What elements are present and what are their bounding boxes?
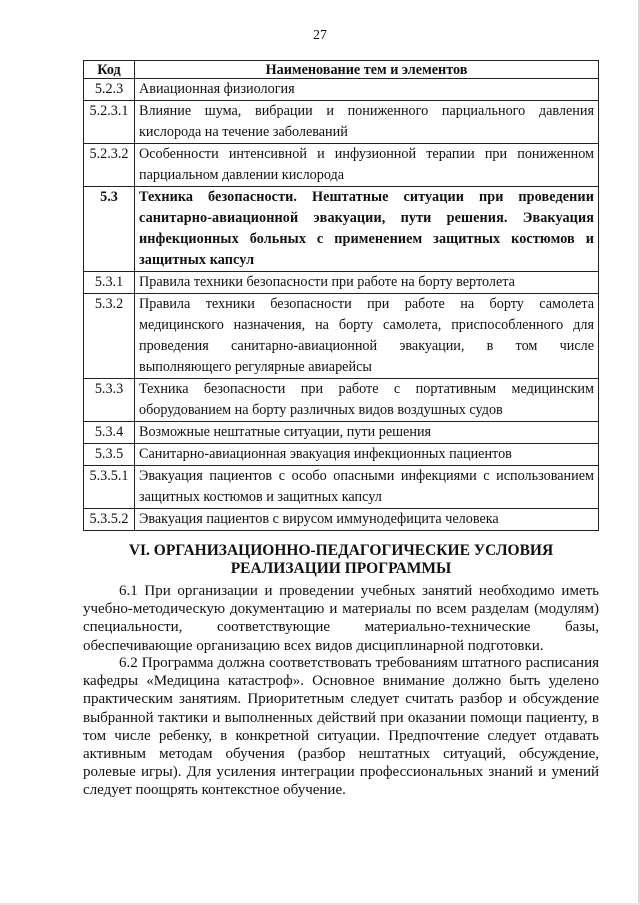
row-name: Эвакуация пациентов с особо опасными инфекциями с использованием защитных костюмов и защитных капсул (135, 466, 599, 509)
row-name: Техника безопасности при работе с портативным медицинским оборудованием на борту различных видов воздушных судов (135, 379, 599, 422)
row-code: 5.3.4 (84, 422, 135, 444)
row-name: Влияние шума, вибрации и пониженного парциального давления кислорода на течение заболеваний (135, 101, 599, 144)
row-name: Правила техники безопасности при работе на борту вертолета (135, 272, 599, 294)
row-code: 5.2.3.1 (84, 101, 135, 144)
section-title-line-2: РЕАЛИЗАЦИИ ПРОГРАММЫ (230, 560, 452, 577)
table-row (84, 422, 599, 444)
row-code: 5.3 (84, 187, 135, 272)
row-name: Авиационная физиология (135, 79, 599, 101)
table-row (84, 144, 599, 187)
row-code: 5.3.1 (84, 272, 135, 294)
table-row (84, 509, 599, 531)
row-name: Техника безопасности. Нештатные ситуации при проведении санитарно-авиационной эвакуации, пути решения. Эвакуация инфекционных больных с применением защитных костюмов и защитных капсул (135, 187, 599, 272)
table-row (84, 187, 599, 272)
section-title-line-1: VI. ОРГАНИЗАЦИОННО-ПЕДАГОГИЧЕСКИЕ УСЛОВИЯ (128, 542, 554, 559)
row-name: Эвакуация пациентов с вирусом иммунодефицита человека (135, 509, 599, 531)
topics-table (83, 60, 599, 531)
row-name: Санитарно-авиационная эвакуация инфекционных пациентов (135, 444, 599, 466)
row-name: Возможные нештатные ситуации, пути решения (135, 422, 599, 444)
row-code: 5.3.2 (84, 294, 135, 379)
paragraph-6-2: 6.2 Программа должна соответствовать требованиям штатного расписания кафедры «Медицина катастроф». Основное внимание должно быть уделено практическим занятиям. Приоритетным следует считать разбор и обсуждение выбранной тактики и выполненных действий при оказании помощи пациенту, в том числе ребенку, в конкретной ситуации. Предпочтение следует отдавать активным методам обучения (разбор нештатных ситуаций, обсуждение, ролевые игры). Для усиления интеграции профессиональных знаний и умений следует поощрять контекстное обучение. (83, 655, 599, 799)
row-code: 5.3.3 (84, 379, 135, 422)
section-title (83, 542, 599, 578)
table-header-row (84, 61, 599, 79)
page-number: 27 (313, 28, 327, 43)
table-row (84, 272, 599, 294)
table-body (84, 79, 599, 531)
row-name: Особенности интенсивной и инфузионной терапии при пониженном парциальном давлении кислорода (135, 144, 599, 187)
table-row (84, 294, 599, 379)
table-row (84, 101, 599, 144)
table-row (84, 466, 599, 509)
column-header-name: Наименование тем и элементов (135, 61, 599, 79)
table-row (84, 444, 599, 466)
row-name: Правила техники безопасности при работе на борту самолета медицинского назначения, на борту самолета, приспособленного для проведения санитарно-авиационной эвакуации, в том числе выполняющего регулярные авиарейсы (135, 294, 599, 379)
row-code: 5.3.5.1 (84, 466, 135, 509)
column-header-code: Код (84, 61, 135, 79)
table-row (84, 379, 599, 422)
row-code: 5.2.3.2 (84, 144, 135, 187)
paragraph-6-1: 6.1 При организации и проведении учебных занятий необходимо иметь учебно-методическую документацию и материалы по всем разделам (модулям) специальности, соответствующие материально-технические базы, обеспечивающие организацию всех видов дисциплинарной подготовки. (83, 583, 599, 654)
row-code: 5.3.5.2 (84, 509, 135, 531)
row-code: 5.3.5 (84, 444, 135, 466)
row-code: 5.2.3 (84, 79, 135, 101)
table-row (84, 79, 599, 101)
